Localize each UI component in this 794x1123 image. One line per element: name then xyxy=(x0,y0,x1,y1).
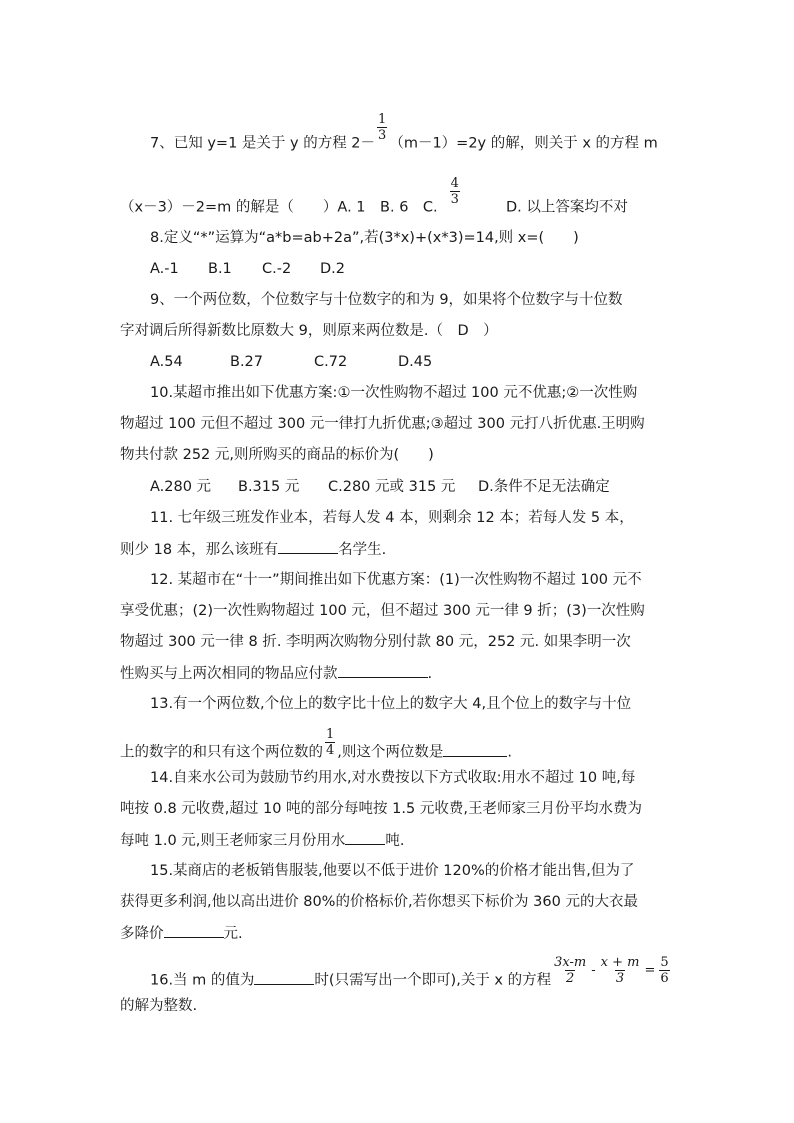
q10-options xyxy=(150,477,680,497)
q12-line4: 性购买与上两次相同的物品应付款 . xyxy=(120,663,680,684)
q13-line2: 上的数字的和只有这个两位数的 $\frac{1}{4}$ ,则这个两位数是 . xyxy=(120,727,512,761)
q14-line1: 14.自来水公司为鼓励节约用水,对水费按以下方式收取:用水不超过 10 吨,每 xyxy=(150,770,636,786)
q16-fraction-1: $\frac{3x-m}{2}$ xyxy=(554,955,587,986)
q10-option-a: A.280 元 xyxy=(150,479,212,495)
q16-answer-blank[interactable] xyxy=(254,970,314,985)
q7-fraction-four-thirds: $\frac{4}{3}$ xyxy=(450,176,459,207)
q12-line3: 物超过 300 元一律 8 折. 李明两次购物分别付款 80 元，252 元. 如果李明一次 xyxy=(120,634,631,650)
q14-line2: 吨按 0.8 元收费,超过 10 吨的部分每吨按 1.5 元收费,王老师家三月份平均水费为 xyxy=(120,801,642,817)
q10-line1: 10.某超市推出如下优惠方案:①一次性购物不超过 100 元不优惠;②一次性购 xyxy=(150,385,638,401)
q7-text-c: （x－3）－2=m 的解是（ ）A. 1 B. 6 C. xyxy=(120,199,438,216)
q7-line2 xyxy=(120,176,680,223)
q11-answer-blank[interactable] xyxy=(278,539,338,554)
q8-option-d: D.2 xyxy=(320,261,345,277)
q15-line1: 15.某商店的老板销售服装,他要以不低于进价 120%的价格才能出售,但为了 xyxy=(150,863,635,879)
q16-fraction-2: $\frac{x + m}{3}$ xyxy=(600,955,640,986)
q14-line3: 每吨 1.0 元,则王老师家三月份用水 吨. xyxy=(120,830,680,851)
q10-option-d: D.条件不足无法确定 xyxy=(478,479,610,495)
q8-options xyxy=(150,259,680,279)
q12-answer-blank[interactable] xyxy=(338,663,428,678)
q8-option-c: C.-2 xyxy=(262,261,292,277)
q10-option-b: B.315 元 xyxy=(238,479,300,495)
q16-fraction-3: $\frac{5}{6}$ xyxy=(660,955,669,986)
q7-option-d: D. 以上答案均不对 xyxy=(505,199,628,216)
q15-answer-blank[interactable] xyxy=(164,923,224,938)
q15-line2: 获得更多利润,他以高出进价 80%的价格标价,若你想买下标价为 360 元的大衣最 xyxy=(120,894,638,910)
q7-fraction-one-third: $\frac{1}{3}$ xyxy=(378,112,387,143)
q9-option-c: C.72 xyxy=(314,354,348,370)
q10-line2: 物超过 100 元但不超过 300 元一律打九折优惠;③超过 300 元打八折优惠.王明购 xyxy=(120,416,645,432)
q14-answer-blank[interactable] xyxy=(345,830,385,845)
q16-equals: = xyxy=(644,963,656,978)
q9-options xyxy=(150,352,680,372)
q8-option-a: A.-1 xyxy=(150,261,179,277)
q11-line1: 11. 七年级三班发作业本，若每人发 4 本，则剩余 12 本；若每人发 5 本， xyxy=(150,510,634,526)
q8-stem: 8.定义“*”运算为“a*b=ab+2a”,若(3*x)+(x*3)=14,则 x=( ) xyxy=(150,230,579,246)
q7-text-b: （m－1）=2y 的解，则关于 x 的方程 m xyxy=(389,135,658,152)
q7-line1 xyxy=(150,112,680,159)
q16-minus: - xyxy=(591,963,596,978)
q9-option-a: A.54 xyxy=(150,354,183,370)
q16-line1: 16.当 m 的值为 时(只需写出一个即可),关于 x 的方程 $\frac{3x-m}{2}$ - $\frac{x + m}{3}$ = $\frac{5}{6}$ xyxy=(150,955,669,989)
q9-option-d: D.45 xyxy=(398,354,433,370)
q9-line2: 字对调后所得新数比原数大 9，则原来两位数是.（ D ） xyxy=(120,323,498,339)
q10-option-c: C.280 元或 315 元 xyxy=(328,479,456,495)
q9-option-b: B.27 xyxy=(230,354,264,370)
q13-fraction-one-quarter: $\frac{1}{4}$ xyxy=(326,727,335,758)
q9-line1: 9、一个两位数，个位数字与十位数字的和为 9，如果将个位数字与十位数 xyxy=(150,292,623,308)
q13-line1: 13.有一个两位数,个位上的数字比十位上的数字大 4,且个位上的数字与十位 xyxy=(150,696,632,712)
q7-text-a: 7、已知 y=1 是关于 y 的方程 2－ xyxy=(150,135,376,152)
q12-line1: 12. 某超市在“十一”期间推出如下优惠方案：(1)一次性购物不超过 100 元不 xyxy=(150,572,642,588)
q16-line2: 的解为整数. xyxy=(120,998,198,1014)
q10-line3: 物共付款 252 元,则所购买的商品的标价为( ) xyxy=(120,447,434,463)
q12-line2: 享受优惠；(2)一次性购物超过 100 元，但不超过 300 元一律 9 折；(3)一次性购 xyxy=(120,603,645,619)
q15-line3: 多降价 元. xyxy=(120,923,680,944)
q11-line2: 则少 18 本，那么该班有 名学生. xyxy=(120,539,680,560)
q8-option-b: B.1 xyxy=(208,261,232,277)
q13-answer-blank[interactable] xyxy=(443,742,507,757)
